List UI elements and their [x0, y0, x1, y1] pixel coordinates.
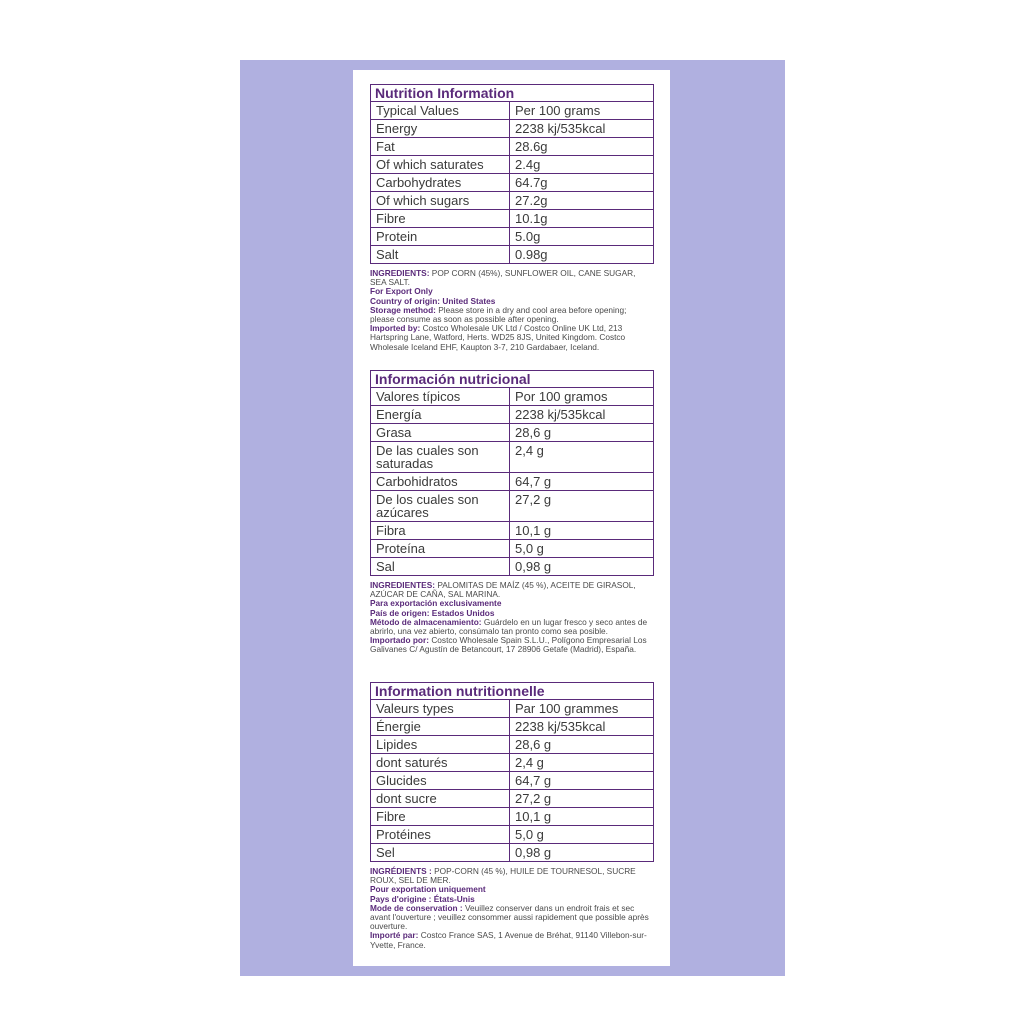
table-row: Typical Values Per 100 grams — [371, 102, 654, 120]
nutrition-table-spanish — [370, 370, 654, 576]
table-row: Of which saturates 2.4g — [371, 156, 654, 174]
nutrition-table-french — [370, 682, 654, 862]
table-row: Carbohidratos 64,7 g — [371, 473, 654, 491]
table-row: Glucides 64,7 g — [371, 772, 654, 790]
table-row: De las cuales son saturadas 2,4 g — [371, 442, 654, 473]
section-french — [370, 682, 653, 950]
storage-note: Método de almacenamiento: Guárdelo en un lugar fresco y seco antes de abrirlo, una vez abierto, consúmalo tan pronto como sea posible. — [370, 616, 648, 637]
table-row: Valores típicos Por 100 gramos — [371, 388, 654, 406]
storage-note: Storage method: Please store in a dry and cool area before opening; please consume as soon as possible after opening. — [370, 304, 627, 325]
ingredients-text: INGREDIENTES: PALOMITAS DE MAÍZ (45 %), ACEITE DE GIRASOL, AZÚCAR DE CAÑA, SAL MARINA. — [370, 580, 636, 600]
storage-note: Mode de conservation : Veuillez conserver dans un endroit frais et sec avant l'ouverture ; veuillez consommer aussi rapidement que possible après ouverture. — [370, 902, 649, 932]
table-row: Protein 5.0g — [371, 228, 654, 246]
table-row: Energy 2238 kj/535kcal — [371, 120, 654, 138]
export-note: Pour exportation uniquement — [370, 884, 486, 895]
origin-note: Country of origin: United States — [370, 295, 496, 306]
section-english — [370, 84, 653, 352]
origin-note: País de origen: Estados Unidos — [370, 607, 495, 618]
label-notes-english — [370, 269, 653, 352]
importer-note: Imported by: Costco Wholesale UK Ltd / Costco Online UK Ltd, 213 Hartspring Lane, Watford, Herts. WD25 8JS, United Kingdom. Costco Wholesale Iceland EHF, Kaupton 3-7, 210 Gardabaer, Iceland. — [370, 323, 626, 352]
table-row: Fibra 10,1 g — [371, 522, 654, 540]
table-row: Fibre 10.1g — [371, 210, 654, 228]
table-row: De los cuales son azúcares 27,2 g — [371, 491, 654, 522]
table-title: Información nutricional — [371, 371, 654, 388]
ingredients-text: INGREDIENTS: POP CORN (45%), SUNFLOWER OIL, CANE SUGAR, SEA SALT. — [370, 268, 636, 288]
table-row: Lipides 28,6 g — [371, 736, 654, 754]
nutrition-label — [353, 70, 670, 966]
table-row: Carbohydrates 64.7g — [371, 174, 654, 192]
table-row: Proteína 5,0 g — [371, 540, 654, 558]
label-notes-french — [370, 867, 653, 950]
importer-note: Importado por: Costco Wholesale Spain S.L.U., Polígono Empresarial Los Galivanes C/ Agustín de Betancourt, 17 28906 Getafe (Madrid), España. — [370, 635, 647, 655]
table-row: Protéines 5,0 g — [371, 826, 654, 844]
table-row: Of which sugars 27.2g — [371, 192, 654, 210]
table-title: Information nutritionnelle — [371, 683, 654, 700]
label-notes-spanish — [370, 581, 653, 655]
table-row: Energía 2238 kj/535kcal — [371, 406, 654, 424]
table-row: Grasa 28,6 g — [371, 424, 654, 442]
nutrition-table-english — [370, 84, 654, 264]
table-row: Valeurs types Par 100 grammes — [371, 700, 654, 718]
table-row: Fat 28.6g — [371, 138, 654, 156]
table-row: Sel 0,98 g — [371, 844, 654, 862]
origin-note: Pays d'origine : États-Unis — [370, 893, 475, 904]
table-row: Énergie 2238 kj/535kcal — [371, 718, 654, 736]
table-row: Sal 0,98 g — [371, 558, 654, 576]
export-note: Para exportación exclusivamente — [370, 598, 502, 609]
ingredients-text: INGRÉDIENTS : POP-CORN (45 %), HUILE DE TOURNESOL, SUCRE ROUX, SEL DE MER. — [370, 866, 636, 886]
section-spanish — [370, 370, 653, 655]
table-row: dont saturés 2,4 g — [371, 754, 654, 772]
export-note: For Export Only — [370, 286, 433, 297]
table-row: Salt 0.98g — [371, 246, 654, 264]
table-title: Nutrition Information — [371, 85, 654, 102]
table-row: Fibre 10,1 g — [371, 808, 654, 826]
importer-note: Importé par: Costco France SAS, 1 Avenue de Bréhat, 91140 Villebon-sur-Yvette, France. — [370, 930, 647, 950]
table-row: dont sucre 27,2 g — [371, 790, 654, 808]
